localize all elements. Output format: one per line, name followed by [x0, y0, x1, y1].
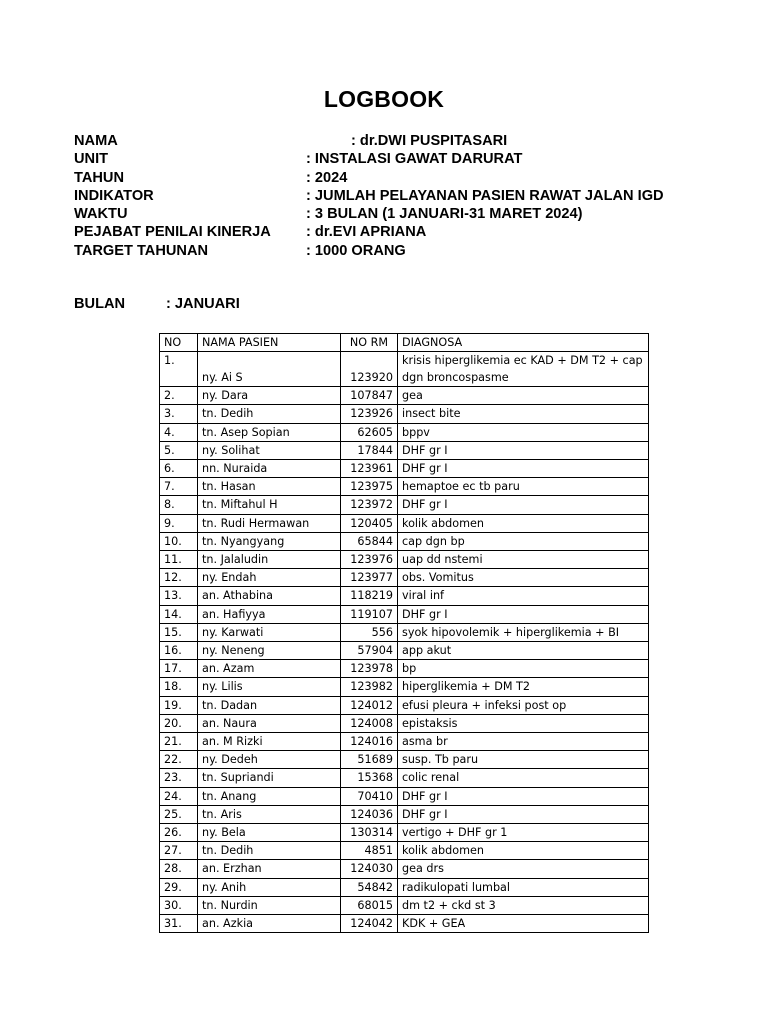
cell-no: 31.: [160, 915, 198, 933]
table-row: [160, 551, 649, 569]
cell-diagnosa: cap dgn bp: [398, 532, 649, 550]
cell-diagnosa: asma br: [398, 733, 649, 751]
cell-diagnosa: bp: [398, 660, 649, 678]
cell-no-rm: 124016: [341, 733, 398, 751]
table-row: [160, 860, 649, 878]
cell-diagnosa: syok hipovolemik + hiperglikemia + BI: [398, 623, 649, 641]
cell-no: 3.: [160, 405, 198, 423]
table-row: [160, 569, 649, 587]
cell-no-rm: 124012: [341, 696, 398, 714]
table-row: [160, 751, 649, 769]
cell-no: 22.: [160, 751, 198, 769]
cell-diagnosa: uap dd nstemi: [398, 551, 649, 569]
cell-diagnosa: hemaptoe ec tb paru: [398, 478, 649, 496]
table-row: [160, 642, 649, 660]
table-row: [160, 714, 649, 732]
cell-no-rm: 119107: [341, 605, 398, 623]
cell-nama-pasien: ny. Lilis: [198, 678, 341, 696]
cell-nama-pasien: tn. Aris: [198, 805, 341, 823]
cell-no-rm: 130314: [341, 824, 398, 842]
cell-diagnosa: kolik abdomen: [398, 514, 649, 532]
header-nama-pasien: NAMA PASIEN: [198, 334, 341, 352]
cell-diagnosa: kolik abdomen: [398, 842, 649, 860]
cell-no: 5.: [160, 441, 198, 459]
cell-no-rm: 65844: [341, 532, 398, 550]
header-no: NO: [160, 334, 198, 352]
table-row: [160, 896, 649, 914]
cell-no-rm: 120405: [341, 514, 398, 532]
header-no-rm: NO RM: [341, 334, 398, 352]
page-title: LOGBOOK: [323, 86, 445, 112]
cell-no-rm: 123975: [341, 478, 398, 496]
table-row: [160, 824, 649, 842]
table-row: [160, 605, 649, 623]
table-row: [160, 441, 649, 459]
cell-nama-pasien: ny. Dedeh: [198, 751, 341, 769]
cell-nama-pasien: tn. Jalaludin: [198, 551, 341, 569]
cell-no: 30.: [160, 896, 198, 914]
table-row: [160, 532, 649, 550]
cell-no: 26.: [160, 824, 198, 842]
cell-no-rm: 123978: [341, 660, 398, 678]
table-row: [160, 733, 649, 751]
table-row: [160, 478, 649, 496]
cell-diagnosa: DHF gr I: [398, 787, 649, 805]
cell-no-rm: 68015: [341, 896, 398, 914]
cell-no-rm: 107847: [341, 387, 398, 405]
cell-diagnosa: DHF gr I: [398, 496, 649, 514]
meta-label: TAHUN: [74, 169, 124, 186]
cell-nama-pasien: an. Erzhan: [198, 860, 341, 878]
cell-no-rm: 15368: [341, 769, 398, 787]
cell-no: 23.: [160, 769, 198, 787]
cell-nama-pasien: ny. Karwati: [198, 623, 341, 641]
cell-no: 21.: [160, 733, 198, 751]
meta-value: : JUMLAH PELAYANAN PASIEN RAWAT JALAN IGD: [306, 187, 664, 204]
cell-nama-pasien: tn. Anang: [198, 787, 341, 805]
cell-no-rm: 57904: [341, 642, 398, 660]
meta-label: TARGET TAHUNAN: [74, 242, 209, 259]
cell-nama-pasien: tn. Nyangyang: [198, 532, 341, 550]
cell-no-rm: 556: [341, 623, 398, 641]
cell-no-rm: 62605: [341, 423, 398, 441]
meta-label: NAMA: [74, 133, 118, 149]
cell-nama-pasien: tn. Dedih: [198, 842, 341, 860]
cell-nama-pasien: an. Azam: [198, 660, 341, 678]
cell-no-rm: 54842: [341, 878, 398, 896]
meta-label: WAKTU: [74, 206, 128, 223]
table-row: [160, 915, 649, 933]
cell-no: 27.: [160, 842, 198, 860]
cell-diagnosa: susp. Tb paru: [398, 751, 649, 769]
cell-nama-pasien: tn. Rudi Hermawan: [198, 514, 341, 532]
cell-nama-pasien: tn. Nurdin: [198, 896, 341, 914]
cell-no: 7.: [160, 478, 198, 496]
cell-diagnosa: colic renal: [398, 769, 649, 787]
cell-no: 4.: [160, 423, 198, 441]
cell-diagnosa: insect bite: [398, 405, 649, 423]
cell-diagnosa: DHF gr I: [398, 460, 649, 478]
cell-no: 29.: [160, 878, 198, 896]
meta-value: : 2024: [306, 169, 348, 186]
cell-no-rm: 123961: [341, 460, 398, 478]
cell-diagnosa: app akut: [398, 642, 649, 660]
cell-no: 6.: [160, 460, 198, 478]
cell-diagnosa: gea drs: [398, 860, 649, 878]
table-row: [160, 587, 649, 605]
cell-diagnosa: hiperglikemia + DM T2: [398, 678, 649, 696]
cell-no: 8.: [160, 496, 198, 514]
table-row: [160, 514, 649, 532]
cell-no: 12.: [160, 569, 198, 587]
table-row: [160, 878, 649, 896]
meta-value: : 1000 ORANG: [306, 242, 406, 259]
table-row: [160, 405, 649, 423]
table-row: [160, 678, 649, 696]
cell-nama-pasien: an. Naura: [198, 714, 341, 732]
bulan-label: BULAN: [74, 296, 126, 312]
cell-nama-pasien: tn. Hasan: [198, 478, 341, 496]
cell-no: 24.: [160, 787, 198, 805]
cell-no-rm: 123972: [341, 496, 398, 514]
cell-no: 14.: [160, 605, 198, 623]
cell-no-rm: 70410: [341, 787, 398, 805]
cell-nama-pasien: ny. Bela: [198, 824, 341, 842]
cell-diagnosa: radikulopati lumbal: [398, 878, 649, 896]
cell-nama-pasien: nn. Nuraida: [198, 460, 341, 478]
cell-nama-pasien: ny. Neneng: [198, 642, 341, 660]
cell-no: 17.: [160, 660, 198, 678]
cell-nama-pasien: ny. Solihat: [198, 441, 341, 459]
cell-diagnosa: epistaksis: [398, 714, 649, 732]
cell-diagnosa: obs. Vomitus: [398, 569, 649, 587]
header-diagnosa: DIAGNOSA: [398, 334, 649, 352]
cell-no: 25.: [160, 805, 198, 823]
meta-value: : 3 BULAN (1 JANUARI-31 MARET 2024): [306, 206, 583, 223]
table-row: [160, 387, 649, 405]
cell-diagnosa: DHF gr I: [398, 441, 649, 459]
cell-diagnosa: vertigo + DHF gr 1: [398, 824, 649, 842]
patient-log-table: [159, 333, 649, 933]
bulan-value: : JANUARI: [166, 296, 240, 312]
cell-nama-pasien: tn. Dedih: [198, 405, 341, 423]
cell-no: 11.: [160, 551, 198, 569]
meta-value: : dr.DWI PUSPITASARI: [351, 133, 508, 149]
table-header-row: [160, 334, 649, 352]
cell-no: 9.: [160, 514, 198, 532]
cell-no: 2.: [160, 387, 198, 405]
cell-diagnosa: KDK + GEA: [398, 915, 649, 933]
meta-label: INDIKATOR: [74, 187, 154, 204]
cell-no-rm: 118219: [341, 587, 398, 605]
cell-nama-pasien: tn. Dadan: [198, 696, 341, 714]
cell-nama-pasien: tn. Miftahul H: [198, 496, 341, 514]
cell-no-rm: 123920: [341, 352, 398, 387]
cell-diagnosa: gea: [398, 387, 649, 405]
cell-no: 20.: [160, 714, 198, 732]
cell-diagnosa: viral inf: [398, 587, 649, 605]
cell-diagnosa: DHF gr I: [398, 605, 649, 623]
meta-value: : INSTALASI GAWAT DARURAT: [306, 151, 523, 168]
meta-label: PEJABAT PENILAI KINERJA: [74, 224, 271, 241]
cell-no-rm: 124036: [341, 805, 398, 823]
cell-no-rm: 124008: [341, 714, 398, 732]
table-row: [160, 696, 649, 714]
cell-no-rm: 123926: [341, 405, 398, 423]
cell-nama-pasien: ny. Anih: [198, 878, 341, 896]
table-row: [160, 805, 649, 823]
table-row: [160, 769, 649, 787]
cell-nama-pasien: tn. Asep Sopian: [198, 423, 341, 441]
cell-no-rm: 51689: [341, 751, 398, 769]
cell-diagnosa: DHF gr I: [398, 805, 649, 823]
cell-no: 15.: [160, 623, 198, 641]
cell-diagnosa: efusi pleura + infeksi post op: [398, 696, 649, 714]
cell-no: 10.: [160, 532, 198, 550]
cell-no: 1.: [160, 352, 198, 387]
cell-no-rm: 123977: [341, 569, 398, 587]
cell-nama-pasien: ny. Endah: [198, 569, 341, 587]
cell-nama-pasien: an. Azkia: [198, 915, 341, 933]
cell-nama-pasien: ny. Dara: [198, 387, 341, 405]
cell-no-rm: 123976: [341, 551, 398, 569]
meta-value: : dr.EVI APRIANA: [306, 224, 427, 241]
table-row: [160, 496, 649, 514]
table-row: [160, 423, 649, 441]
meta-label: UNIT: [74, 151, 109, 168]
table-row: [160, 660, 649, 678]
table-row: [160, 623, 649, 641]
table-row: [160, 352, 649, 387]
cell-no: 28.: [160, 860, 198, 878]
cell-no: 18.: [160, 678, 198, 696]
cell-diagnosa: krisis hiperglikemia ec KAD + DM T2 + cap dgn broncospasme: [398, 352, 649, 387]
table-row: [160, 842, 649, 860]
cell-nama-pasien: an. Hafiyya: [198, 605, 341, 623]
table-body: [160, 352, 649, 933]
cell-no: 19.: [160, 696, 198, 714]
table-row: [160, 787, 649, 805]
table-row: [160, 460, 649, 478]
cell-nama-pasien: ny. Ai S: [198, 352, 341, 387]
cell-no-rm: 124030: [341, 860, 398, 878]
cell-diagnosa: dm t2 + ckd st 3: [398, 896, 649, 914]
cell-no-rm: 123982: [341, 678, 398, 696]
cell-no: 13.: [160, 587, 198, 605]
cell-nama-pasien: an. M Rizki: [198, 733, 341, 751]
cell-diagnosa: bppv: [398, 423, 649, 441]
cell-no-rm: 4851: [341, 842, 398, 860]
cell-no-rm: 124042: [341, 915, 398, 933]
cell-nama-pasien: an. Athabina: [198, 587, 341, 605]
cell-no-rm: 17844: [341, 441, 398, 459]
cell-nama-pasien: tn. Supriandi: [198, 769, 341, 787]
cell-no: 16.: [160, 642, 198, 660]
